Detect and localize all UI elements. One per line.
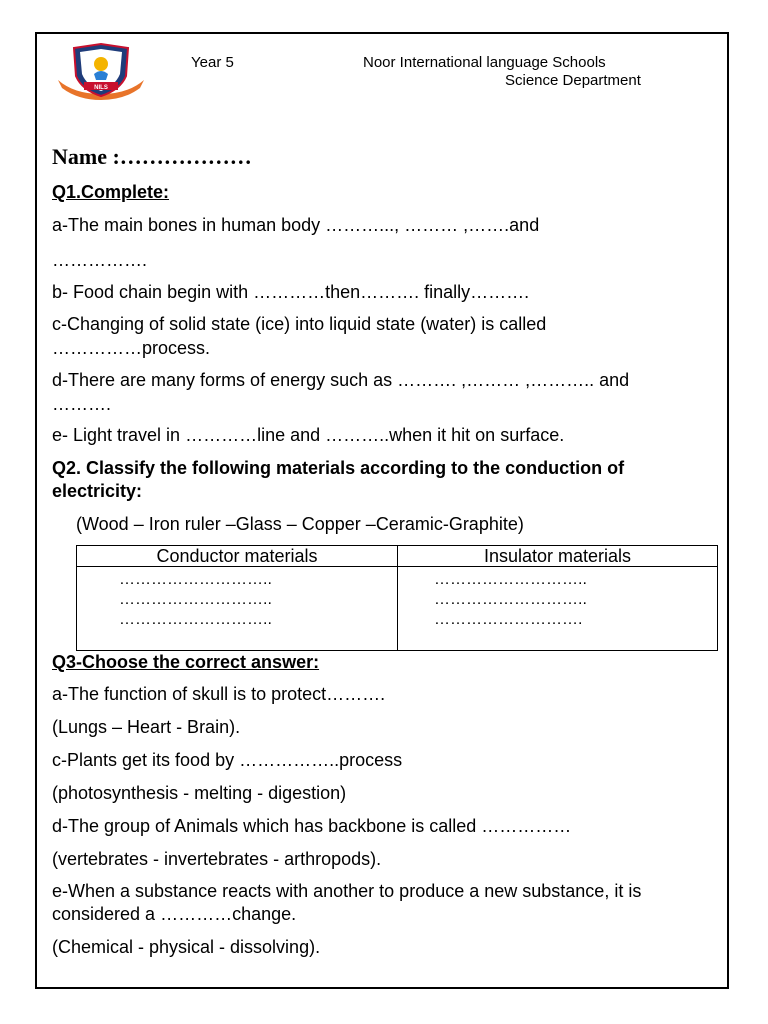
student-name-line: Name :……………… xyxy=(52,144,252,169)
q3-a: a-The function of skull is to protect………. xyxy=(52,684,386,704)
q2-materials-list: (Wood – Iron ruler –Glass – Copper –Ceramic-Graphite) xyxy=(76,514,524,534)
conductor-blank-3: ……………………….. xyxy=(119,611,272,628)
q3-e-line2: considered a …………change. xyxy=(52,904,297,924)
school-logo xyxy=(54,42,148,100)
q1-d-line1: d-There are many forms of energy such as ………. ,……… ,……….. and xyxy=(52,370,630,390)
svg-text:NILS: NILS xyxy=(94,85,108,91)
q3-d: d-The group of Animals which has backbone is called …………… xyxy=(52,816,572,836)
grade-label: Year 5 xyxy=(191,54,234,71)
q3-title: Q3-Choose the correct answer: xyxy=(52,652,320,672)
q1-a-line2: ……………. xyxy=(52,250,148,270)
q1-c-line1: c-Changing of solid state (ice) into liquid state (water) is called xyxy=(52,314,547,334)
page-border xyxy=(35,32,729,989)
insulator-blank-3: ………………………. xyxy=(434,611,583,628)
q3-c-options: (photosynthesis - melting - digestion) xyxy=(52,783,347,803)
q3-e-options: (Chemical - physical - dissolving). xyxy=(52,937,321,957)
q3-c: c-Plants get its food by ……………..process xyxy=(52,750,403,770)
q1-d-line2: ………. xyxy=(52,394,112,414)
table-row xyxy=(77,567,718,651)
q3-e-line1: e-When a substance reacts with another to produce a new substance, it is xyxy=(52,881,642,901)
q3-a-options: (Lungs – Heart - Brain). xyxy=(52,717,241,737)
department-name: Science Department xyxy=(505,72,641,89)
insulator-answers-cell[interactable] xyxy=(398,567,718,651)
q1-c-line2: ……………process. xyxy=(52,338,211,358)
insulator-blank-2: ……………………….. xyxy=(434,591,587,608)
q3-d-options: (vertebrates - invertebrates - arthropods). xyxy=(52,849,382,869)
q2-title-line2: electricity: xyxy=(52,481,143,501)
conductor-header: Conductor materials xyxy=(77,546,398,567)
insulator-blank-1: ……………………….. xyxy=(434,571,587,588)
classification-table xyxy=(76,545,718,651)
q1-b: b- Food chain begin with …………then………. finally………. xyxy=(52,282,530,302)
school-name: Noor International language Schools xyxy=(363,54,606,71)
q1-title: Q1.Complete: xyxy=(52,182,170,202)
insulator-header: Insulator materials xyxy=(398,546,718,567)
q2-title-line1: Q2. Classify the following materials according to the conduction of xyxy=(52,458,625,478)
table-header-row xyxy=(77,546,718,567)
q1-e: e- Light travel in …………line and ………..when it hit on surface. xyxy=(52,425,565,445)
conductor-blank-1: ……………………….. xyxy=(119,571,272,588)
conductor-answers-cell[interactable] xyxy=(77,567,398,651)
q1-a-line1: a-The main bones in human body ………..., ……… ,…….and xyxy=(52,215,540,235)
conductor-blank-2: ……………………….. xyxy=(119,591,272,608)
